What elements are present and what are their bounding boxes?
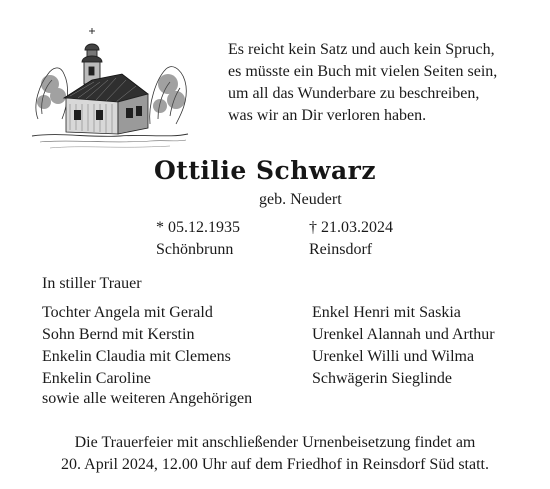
birth-date: * 05.12.1935: [156, 219, 240, 236]
mourning-intro: In stiller Trauer: [42, 275, 142, 292]
poem-line: was wir an Dir verloren haben.: [228, 107, 427, 124]
funeral-line: 20. April 2024, 12.00 Uhr auf dem Friedhof in Reinsdorf Süd statt.: [61, 456, 489, 473]
mourners-left-column: [42, 302, 231, 390]
other-relatives: sowie alle weiteren Angehörigen: [42, 390, 253, 407]
death-place: Reinsdorf: [309, 241, 373, 258]
funeral-line: Die Trauerfeier mit anschließender Urnenbeisetzung findet am: [74, 434, 476, 451]
deceased-name: Ottilie Schwarz: [154, 156, 377, 185]
poem-line: um all das Wunderbare zu beschreiben,: [228, 85, 480, 102]
death-date: † 21.03.2024: [309, 219, 393, 236]
mourner-entry: Sohn Bernd mit Kerstin: [42, 326, 195, 343]
mourner-entry: Schwägerin Sieglinde: [312, 370, 452, 387]
mourner-entry: Enkelin Claudia mit Clemens: [42, 348, 231, 365]
mourner-entry: Tochter Angela mit Gerald: [42, 304, 213, 321]
birth-info: [156, 217, 240, 261]
poem-line: es müsste ein Buch mit vielen Seiten sein,: [228, 63, 498, 80]
mourner-entry: Urenkel Willi und Wilma: [312, 348, 475, 365]
mourner-entry: Enkel Henri mit Saskia: [312, 304, 461, 321]
mourner-entry: Urenkel Alannah und Arthur: [312, 326, 495, 343]
mourners-right-column: [312, 302, 495, 390]
funeral-announcement: [0, 432, 550, 476]
birth-place: Schönbrunn: [156, 241, 234, 258]
poem-line: Es reicht kein Satz und auch kein Spruch,: [228, 41, 495, 58]
poem-verse: [228, 39, 538, 127]
chapel-drawing-icon: [30, 24, 190, 154]
mourner-entry: Enkelin Caroline: [42, 370, 151, 387]
death-info: [309, 217, 393, 261]
birth-name: geb. Neudert: [259, 191, 342, 208]
